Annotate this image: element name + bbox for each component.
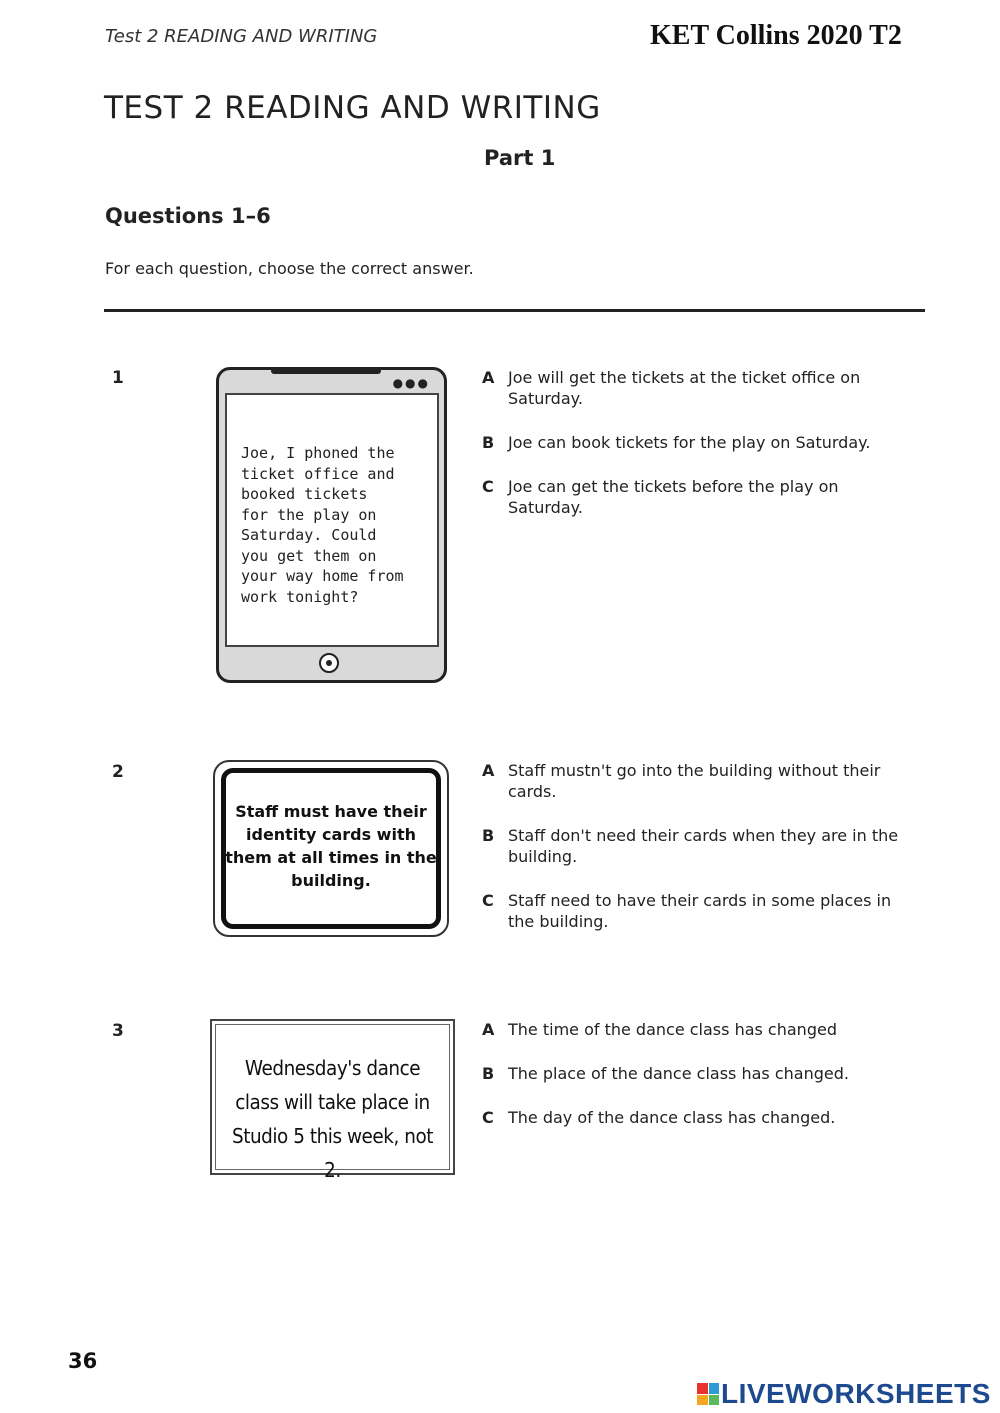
logo-square [709, 1395, 720, 1406]
handwritten-note-illustration [210, 1019, 455, 1182]
document-code: KET Collins 2020 T2 [650, 20, 902, 51]
answer-option[interactable] [482, 760, 912, 802]
answer-option[interactable] [482, 432, 912, 453]
option-text: Joe will get the tickets at the ticket office on Saturday. [508, 368, 861, 408]
answer-option[interactable] [482, 476, 912, 518]
answer-option[interactable] [482, 1063, 912, 1084]
brand-name: LIVEWORKSHEETS [721, 1378, 991, 1409]
instruction-text: For each question, choose the correct answer. [105, 259, 474, 278]
answer-option[interactable] [482, 825, 912, 867]
note-text: Wednesday's dance class will take place in Studio 5 this week, not 2. [231, 1056, 434, 1182]
liveworksheets-logo-icon [697, 1383, 719, 1405]
sign-text: Staff must have their identity cards with them at all times in the building. [225, 802, 437, 890]
option-text: The day of the dance class has changed. [508, 1108, 836, 1127]
page-title: TEST 2 READING AND WRITING [104, 90, 601, 126]
phone-message-illustration [216, 367, 447, 683]
option-text: Staff need to have their cards in some places in the building. [508, 891, 892, 931]
notice-sign-illustration [213, 760, 449, 937]
phone-camera-dots-icon: ●●● [392, 376, 430, 390]
logo-square [697, 1383, 708, 1394]
option-letter: A [482, 368, 495, 387]
answer-options [482, 367, 912, 518]
phone-screen [225, 393, 439, 647]
option-letter: C [482, 1108, 494, 1127]
liveworksheets-brand[interactable] [697, 1378, 991, 1410]
option-text: The time of the dance class has changed [508, 1020, 837, 1039]
divider [104, 309, 925, 312]
answer-options [482, 760, 912, 932]
option-letter: C [482, 891, 494, 910]
answer-option[interactable] [482, 367, 912, 409]
option-letter: B [482, 433, 495, 452]
option-text: Staff don't need their cards when they are in the building. [508, 826, 899, 866]
option-text: Joe can get the tickets before the play on Saturday. [508, 477, 839, 517]
answer-option[interactable] [482, 1107, 912, 1128]
option-letter: B [482, 1064, 495, 1083]
option-letter: C [482, 477, 494, 496]
option-text: Staff mustn't go into the building without their cards. [508, 761, 881, 801]
phone-message-text: Joe, I phoned the ticket office and booked tickets for the play on Saturday. Could you get them on your way home from work tonight? [241, 444, 404, 606]
part-heading: Part 1 [484, 146, 556, 170]
option-text: The place of the dance class has changed. [508, 1064, 849, 1083]
answer-options [482, 1019, 912, 1128]
questions-range-heading: Questions 1–6 [105, 204, 271, 228]
option-letter: B [482, 826, 495, 845]
option-letter: A [482, 1020, 495, 1039]
option-text: Joe can book tickets for the play on Saturday. [508, 433, 871, 452]
page-number: 36 [68, 1349, 98, 1373]
running-head: Test 2 READING AND WRITING [105, 26, 378, 47]
phone-home-button-icon [319, 653, 339, 673]
question-number: 2 [112, 762, 124, 782]
logo-square [709, 1383, 720, 1394]
option-letter: A [482, 761, 495, 780]
answer-option[interactable] [482, 890, 912, 932]
question-number: 3 [112, 1021, 124, 1041]
phone-speaker [271, 368, 381, 374]
question-number: 1 [112, 368, 124, 388]
logo-square [697, 1395, 708, 1406]
answer-option[interactable] [482, 1019, 912, 1040]
